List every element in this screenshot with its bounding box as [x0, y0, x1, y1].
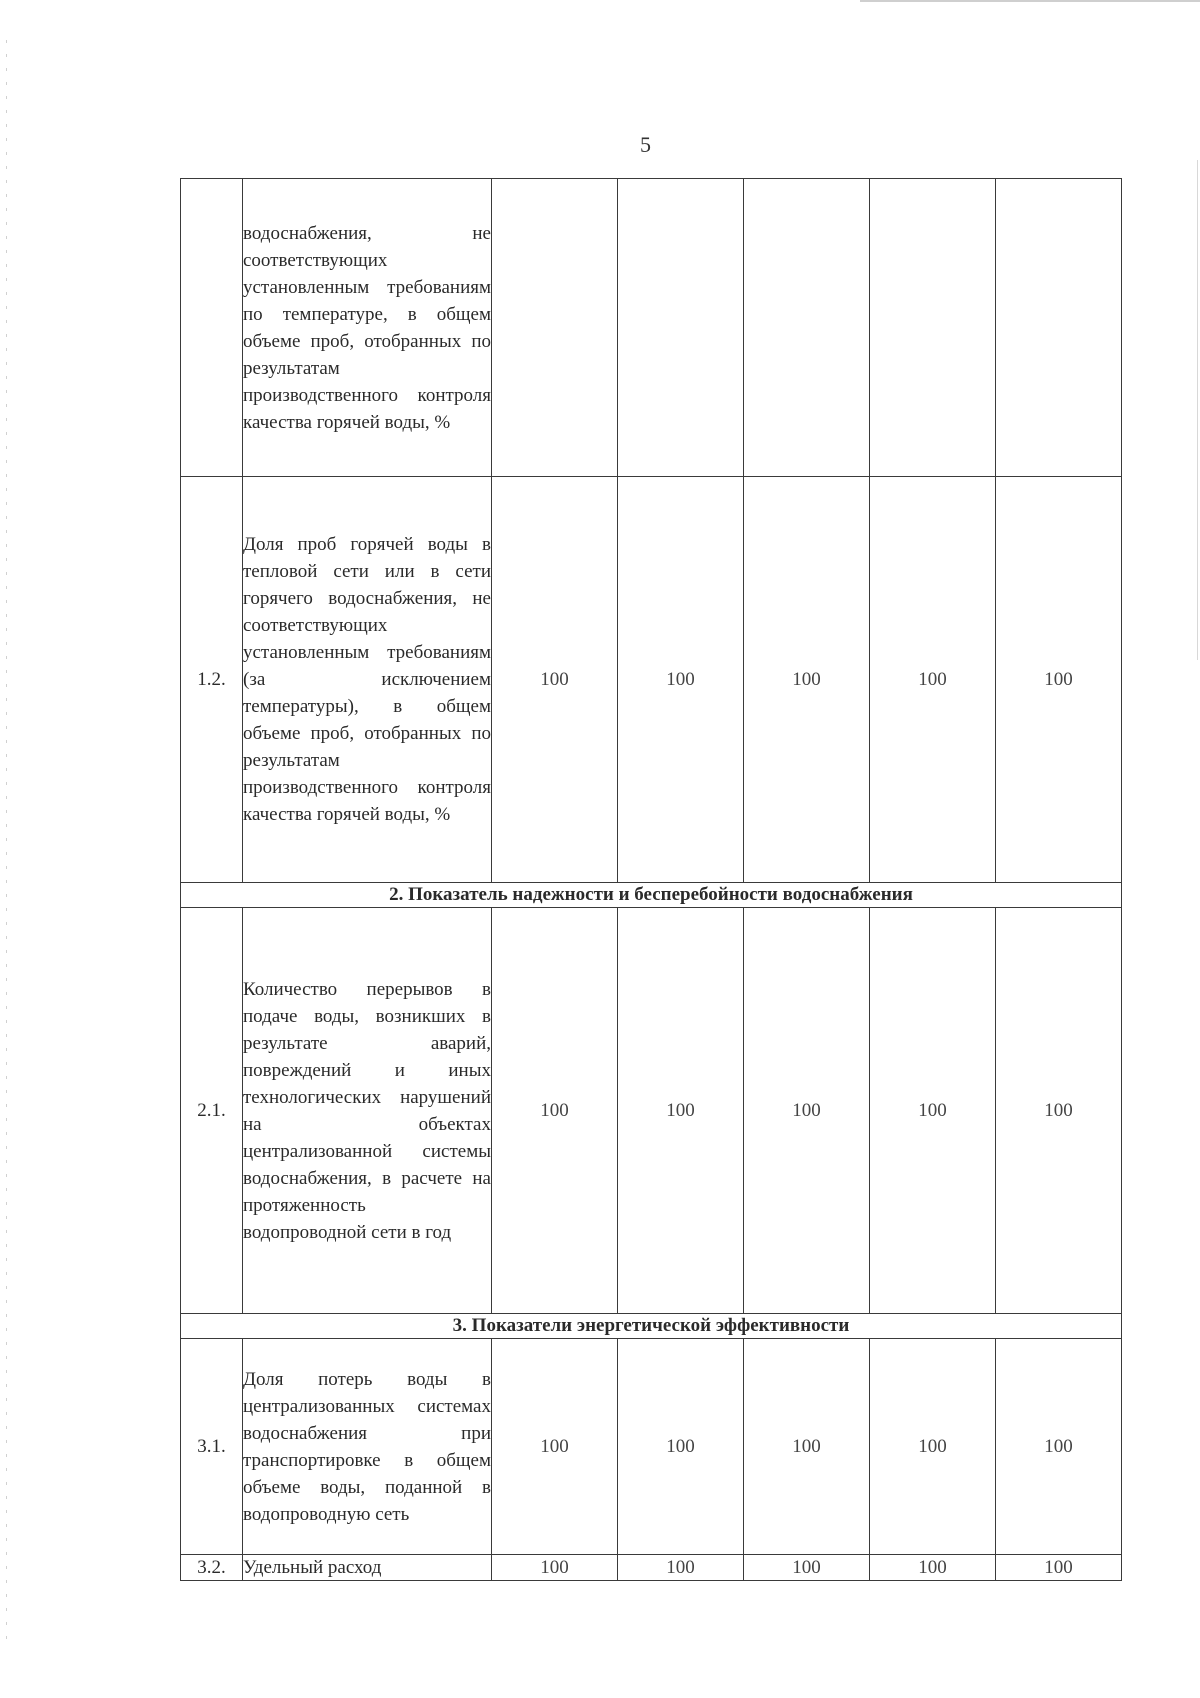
- table-row: [181, 908, 1122, 1314]
- value-cell: 100: [492, 908, 618, 1314]
- section-heading: 3. Показатели энергетической эффективности: [181, 1314, 1122, 1339]
- indicator-name: Доля потерь воды в централизованных системах водоснабжения при транспортировке в общем объеме воды, поданной в водопроводную сеть: [243, 1368, 491, 1525]
- scan-edge-left: [6, 40, 7, 1640]
- value-cell: 100: [744, 1339, 870, 1555]
- value-cell: 100: [618, 477, 744, 883]
- scan-edge-right: [1197, 160, 1198, 660]
- value-cell: [744, 179, 870, 477]
- value-cell: 100: [618, 1339, 744, 1555]
- value-cell: 100: [996, 1339, 1122, 1555]
- value-cell: 100: [492, 477, 618, 883]
- value-cell: 100: [996, 908, 1122, 1314]
- row-number: 3.1.: [181, 1339, 243, 1555]
- value-cell: 100: [870, 1339, 996, 1555]
- value-cell: 100: [996, 1555, 1122, 1581]
- row-number: 2.1.: [181, 908, 243, 1314]
- value-cell: 100: [870, 477, 996, 883]
- table-row: [181, 477, 1122, 883]
- value-cell: 100: [492, 1339, 618, 1555]
- value-cell: 100: [618, 1555, 744, 1581]
- indicator-name: Удельный расход: [243, 1556, 382, 1578]
- table-row: [181, 1555, 1122, 1581]
- section-row: [181, 883, 1122, 908]
- value-cell: [618, 179, 744, 477]
- scan-edge-top: [860, 0, 1200, 2]
- section-heading: 2. Показатель надежности и бесперебойности водоснабжения: [181, 883, 1122, 908]
- value-cell: [996, 179, 1122, 477]
- indicator-name: Доля проб горячей воды в тепловой сети или в сети горячего водоснабжения, не соответствующих установленным требованиям (за исключением температуры), в общем объеме проб, отобранных по результатам производственного контроля качества горячей воды, %: [243, 534, 491, 825]
- value-cell: 100: [618, 908, 744, 1314]
- value-cell: [492, 179, 618, 477]
- value-cell: 100: [996, 477, 1122, 883]
- value-cell: 100: [744, 1555, 870, 1581]
- table-row: [181, 179, 1122, 477]
- table-row: [181, 1339, 1122, 1555]
- indicator-name: водоснабжения, не соответствующих установленным требованиям по температуре, в общем объеме проб, отобранных по результатам производственного контроля качества горячей воды, %: [243, 222, 491, 433]
- row-number: 3.2.: [181, 1555, 243, 1581]
- row-number: [181, 179, 243, 477]
- value-cell: [870, 179, 996, 477]
- row-number: 1.2.: [181, 477, 243, 883]
- value-cell: 100: [744, 908, 870, 1314]
- value-cell: 100: [492, 1555, 618, 1581]
- indicator-name: Количество перерывов в подаче воды, возникших в результате аварий, повреждений и иных технологических нарушений на объектах централизованной системы водоснабжения, в расчете на протяженность водопроводной сети в год: [243, 978, 491, 1243]
- value-cell: 100: [870, 908, 996, 1314]
- value-cell: 100: [870, 1555, 996, 1581]
- section-row: [181, 1314, 1122, 1339]
- page-number: 5: [640, 132, 651, 157]
- value-cell: 100: [744, 477, 870, 883]
- indicators-table: [180, 178, 1122, 1581]
